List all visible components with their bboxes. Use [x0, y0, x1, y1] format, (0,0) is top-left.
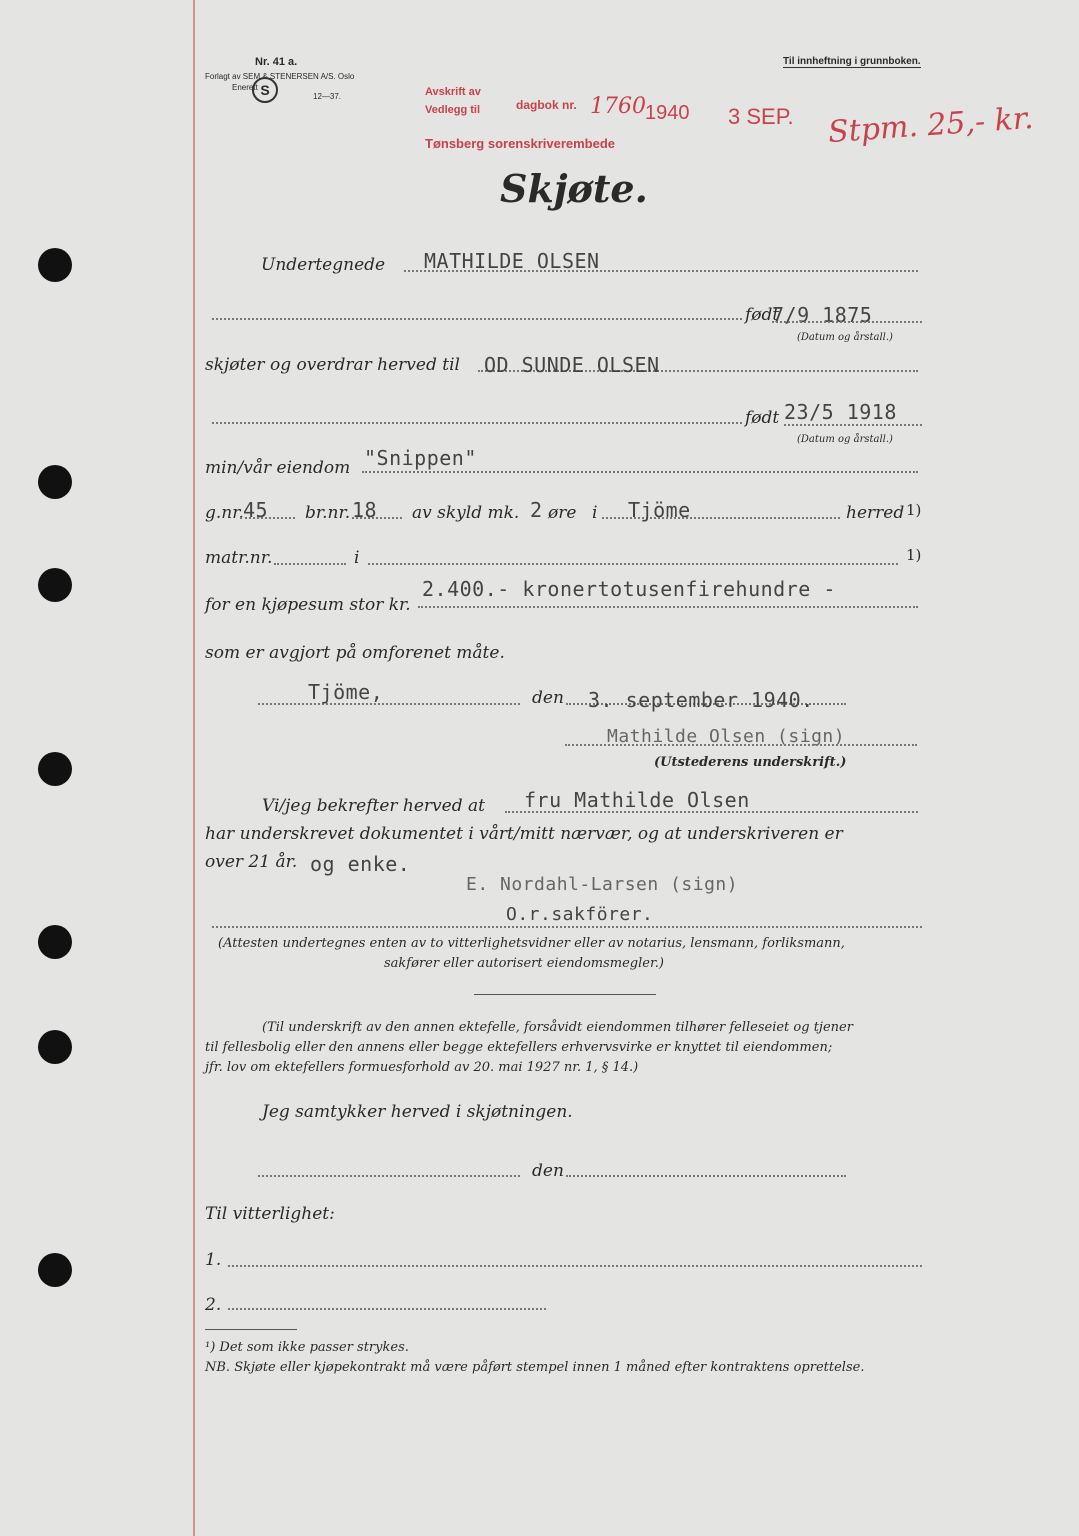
- seller-name: MATHILDE OLSEN: [424, 249, 600, 273]
- spouse-note: (Til underskrift av den annen ektefelle, forsåvidt eiendommen tilhører felleseiet og tjener: [262, 1020, 853, 1035]
- gnr-label: g.nr.: [205, 503, 244, 523]
- witness-heading: Til vitterlighet:: [205, 1204, 335, 1224]
- seller-birthdate-line: [772, 321, 922, 323]
- witness-title: O.r.sakförer.: [506, 904, 654, 925]
- buyer-birthdate-line: [784, 424, 922, 426]
- gnr-value: 45: [243, 498, 269, 522]
- footnote-ref: 1): [906, 546, 922, 564]
- stamp-fee: Stpm. 25,- kr.: [827, 100, 1035, 151]
- margin-rule: [193, 0, 195, 1536]
- punch-hole: [38, 925, 72, 959]
- stamp-date: 3 SEP.: [728, 104, 794, 129]
- attest-person: fru Mathilde Olsen: [524, 788, 750, 812]
- divider: [474, 994, 656, 995]
- seller-birthdate: 7/9 1875: [772, 303, 873, 327]
- witness-signature: E. Nordahl-Larsen (sign): [466, 874, 739, 895]
- publisher-logo: S: [252, 77, 278, 103]
- footnote-rule: [205, 1329, 297, 1330]
- stamp-dagbok-number: 1760: [590, 94, 646, 119]
- brnr-label: br.nr.: [305, 503, 351, 523]
- stamp-year: 1940: [645, 102, 690, 124]
- spouse-place-line: [258, 1175, 520, 1177]
- stamp-dagbok: dagbok nr.: [516, 98, 577, 112]
- herred-value: Tjöme: [628, 498, 691, 522]
- skyld-label: av skyld mk.: [412, 503, 520, 523]
- signature-caption: (Utstederens underskrift.): [654, 755, 847, 770]
- form-number: Nr. 41 a.: [255, 56, 298, 68]
- attest-note: (Attesten undertegnes enten av to vitterlighetsvidner eller av notarius, lensmann, forliksmann,: [218, 936, 845, 951]
- attest-line2: har underskrevet dokumentet i vårt/mitt nærvær, og at underskriveren er: [205, 824, 843, 844]
- witness-number: 2.: [205, 1295, 222, 1315]
- issuer-signature: Mathilde Olsen (sign): [607, 726, 846, 747]
- punch-hole: [38, 248, 72, 282]
- spouse-date-line: [566, 1175, 846, 1177]
- witness-number: 1.: [205, 1250, 222, 1270]
- document-title: Skjøte.: [500, 166, 648, 211]
- transfer-label: skjøter og overdrar herved til: [205, 355, 460, 375]
- fodt-label: født: [745, 305, 780, 325]
- price-label: for en kjøpesum stor kr.: [205, 595, 411, 615]
- property-name: "Snippen": [364, 446, 477, 470]
- matr-i-label: i: [354, 548, 360, 568]
- matr-label: matr.nr.: [205, 548, 273, 568]
- footnote-ref: 1): [906, 501, 922, 519]
- witness-line: [212, 926, 922, 928]
- place-value: Tjöme,: [308, 680, 384, 704]
- punch-hole: [38, 752, 72, 786]
- i-label: i: [592, 503, 598, 523]
- eiendom-label: min/vår eiendom: [205, 458, 351, 478]
- skyld-value: 2: [530, 498, 543, 522]
- spouse-note: jfr. lov om ektefellers formuesforhold av 20. mai 1927 nr. 1, § 14.): [205, 1060, 639, 1075]
- binding-note: Til innheftning i grunnboken.: [783, 56, 921, 67]
- buyer-name: OD SUNDE OLSEN: [484, 353, 660, 377]
- footnote: ¹) Det som ikke passer strykes.: [205, 1340, 409, 1355]
- price-line: [418, 606, 918, 608]
- price-value: 2.400.- kronertotusenfirehundre -: [422, 577, 836, 601]
- publisher-date: 12—37.: [313, 92, 342, 101]
- place-line: [258, 703, 520, 705]
- consent-text: Jeg samtykker herved i skjøtningen.: [262, 1102, 573, 1122]
- herred-label: herred: [846, 503, 905, 523]
- punch-hole: [38, 465, 72, 499]
- punch-hole: [38, 1030, 72, 1064]
- punch-hole: [38, 1253, 72, 1287]
- datum-note: (Datum og årstall.): [797, 434, 893, 445]
- publisher-line: Forlagt av SEM & STENERSEN A/S. Oslo: [205, 72, 355, 81]
- nb-note: NB. Skjøte eller kjøpekontrakt må være påført stempel innen 1 måned efter kontraktens oprettelse.: [205, 1360, 865, 1375]
- date-value: 3. september 1940.: [588, 688, 814, 712]
- den-label: den: [532, 688, 564, 708]
- stamp-vedlegg: Vedlegg til: [425, 104, 481, 116]
- property-line: [362, 471, 918, 473]
- stamp-office: Tønsberg sorenskriverembede: [425, 136, 616, 151]
- seller-extra-line: [212, 318, 742, 320]
- matr-i-line: [368, 563, 898, 565]
- datum-note: (Datum og årstall.): [797, 332, 893, 343]
- buyer-birthdate: 23/5 1918: [784, 400, 897, 424]
- witness-2-line: [228, 1308, 546, 1310]
- witness-1-line: [228, 1265, 922, 1267]
- attest-label: Vi/jeg bekrefter herved at: [262, 796, 485, 816]
- stamp-avskrift: Avskrift av: [425, 86, 481, 98]
- agreed-text: som er avgjort på omforenet måte.: [205, 643, 505, 663]
- attest-status: og enke.: [310, 852, 411, 876]
- publisher-enerett: Enerett: [232, 83, 258, 92]
- den-label: den: [532, 1161, 564, 1181]
- attest-note: sakfører eller autorisert eiendomsmegler.): [384, 956, 664, 971]
- attest-line3: over 21 år.: [205, 852, 298, 872]
- spouse-note: til fellesbolig eller den annens eller begge ektefellers erhvervsvirke er knyttet til eiendommen;: [205, 1040, 833, 1055]
- signature-line: [565, 744, 917, 746]
- matr-line: [274, 563, 346, 565]
- buyer-extra-line: [212, 422, 742, 424]
- brnr-value: 18: [352, 498, 378, 522]
- ore-label: øre: [548, 503, 577, 523]
- fodt-label: født: [745, 408, 780, 428]
- undertegnede-label: Undertegnede: [261, 255, 386, 275]
- punch-hole: [38, 568, 72, 602]
